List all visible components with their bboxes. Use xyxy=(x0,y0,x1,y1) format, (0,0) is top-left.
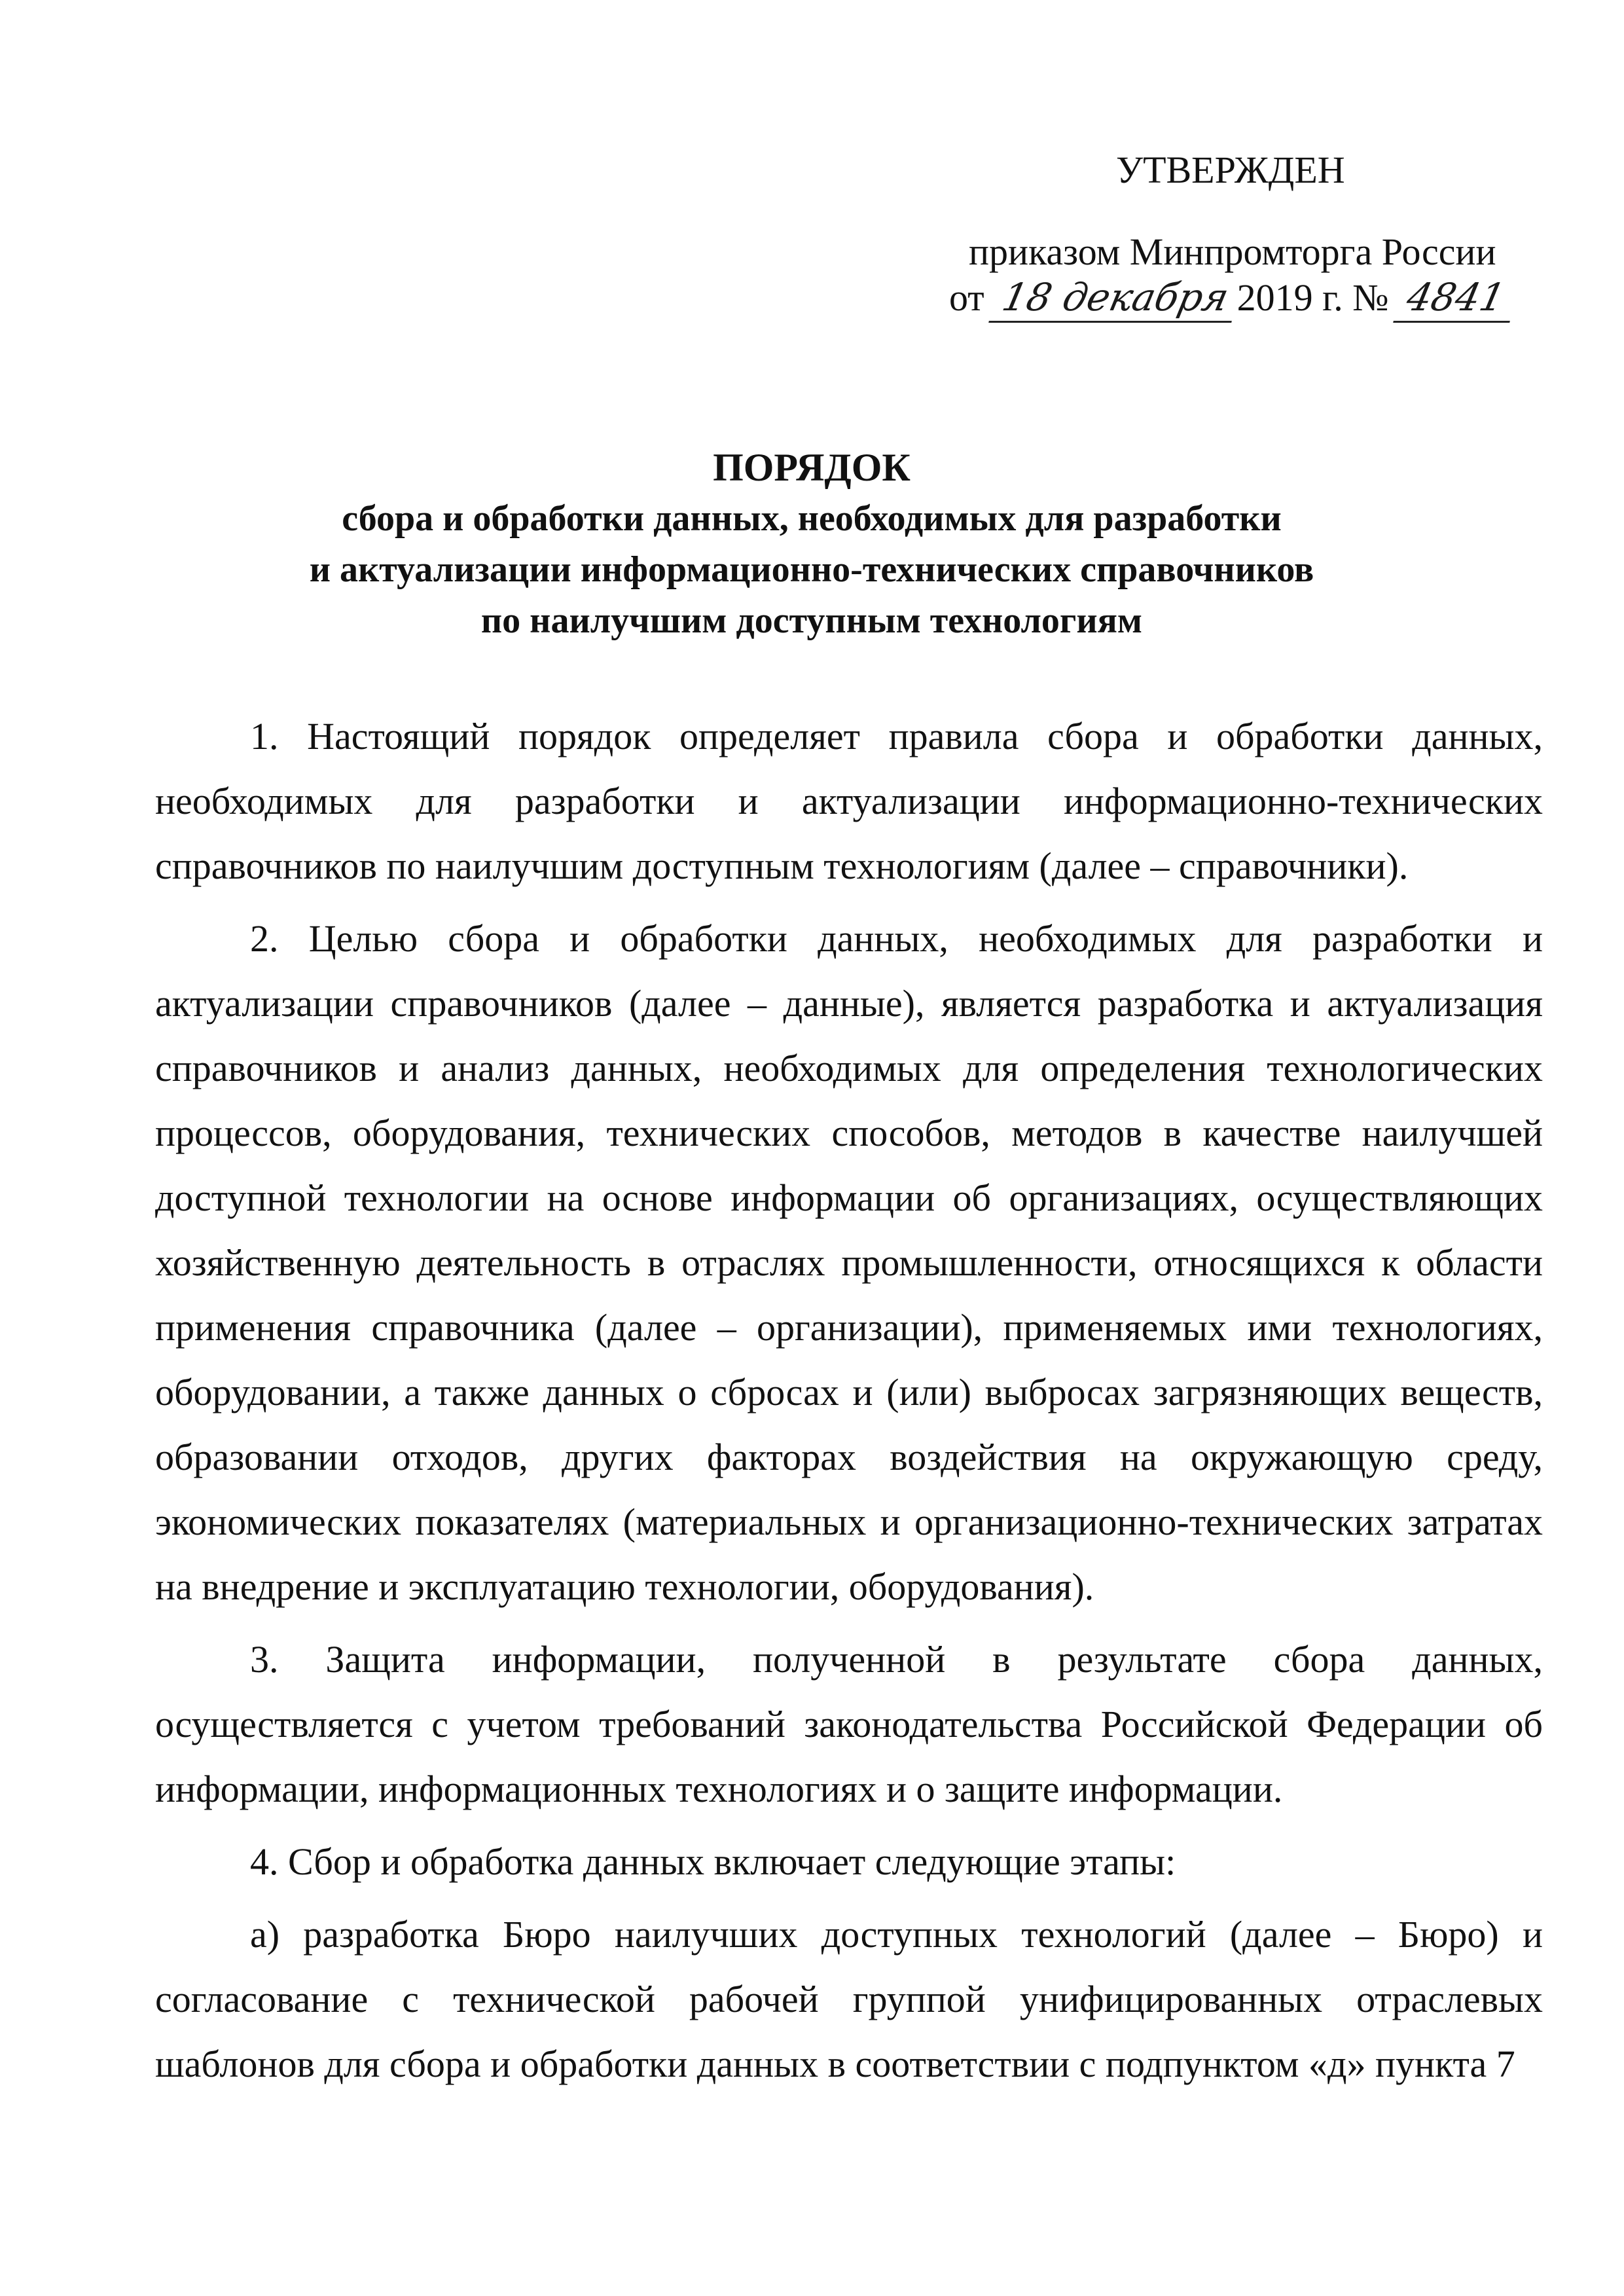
handwritten-order-number: 4841 xyxy=(1393,275,1519,323)
approved-heading: УТВЕРЖДЕН xyxy=(1116,149,1345,191)
paragraph-1: 1. Настоящий порядок определяет правила сбора и обработки данных, необходимых для разработки и актуализации информационно-технических справочников по наилучшим доступным технологиям (далее – справочники). xyxy=(155,715,1543,887)
paragraph-4a: а) разработка Бюро наилучших доступных технологий (далее – Бюро) и согласование с технической рабочей группой унифицированных отраслевых шаблонов для сбора и обработки данных в соответствии с подпунктом «д» пункта 7 xyxy=(155,1913,1543,2085)
handwritten-date: 18 декабря xyxy=(988,275,1242,323)
paragraph-3: 3. Защита информации, полученной в результате сбора данных, осуществляется с учетом требований законодательства Российской Федерации об информации, информационных технологиях и о защите информации. xyxy=(155,1638,1543,1810)
order-date-line xyxy=(949,275,1515,323)
document-title xyxy=(118,442,1506,646)
paragraph-2: 2. Целью сбора и обработки данных, необходимых для разработки и актуализации справочников (далее – данные), является разработка и актуализация справочников и анализ данных, необходимых для определения технологических процессов, оборудования, технических способов, методов в качестве наилучшей доступной технологии на основе информации об организациях, осуществляющих хозяйственную деятельность в отраслях промышленности, относящихся к области применения справочника (далее – организации), применяемых ими технологиях, оборудовании, а также данных о сбросах и (или) выбросах загрязняющих веществ, образовании отходов, других факторах воздействия на окружающую среду, экономических показателях (материальных и организационно-технических затратах на внедрение и эксплуатацию технологии, оборудования). xyxy=(155,917,1543,1608)
order-reference: приказом Минпромторга России xyxy=(969,230,1496,273)
document-body xyxy=(155,704,1543,2104)
year-and-number-label: 2019 г. № xyxy=(1236,276,1389,319)
date-prefix: от xyxy=(949,276,984,319)
paragraph-4: 4. Сбор и обработка данных включает следующие этапы: xyxy=(250,1840,1176,1883)
title-main: ПОРЯДОК xyxy=(713,446,911,489)
title-line-2: и актуализации информационно-технических справочников xyxy=(309,549,1314,590)
title-line-3: по наилучшим доступным технологиям xyxy=(480,600,1143,641)
title-line-1: сбора и обработки данных, необходимых для разработки xyxy=(342,498,1282,539)
